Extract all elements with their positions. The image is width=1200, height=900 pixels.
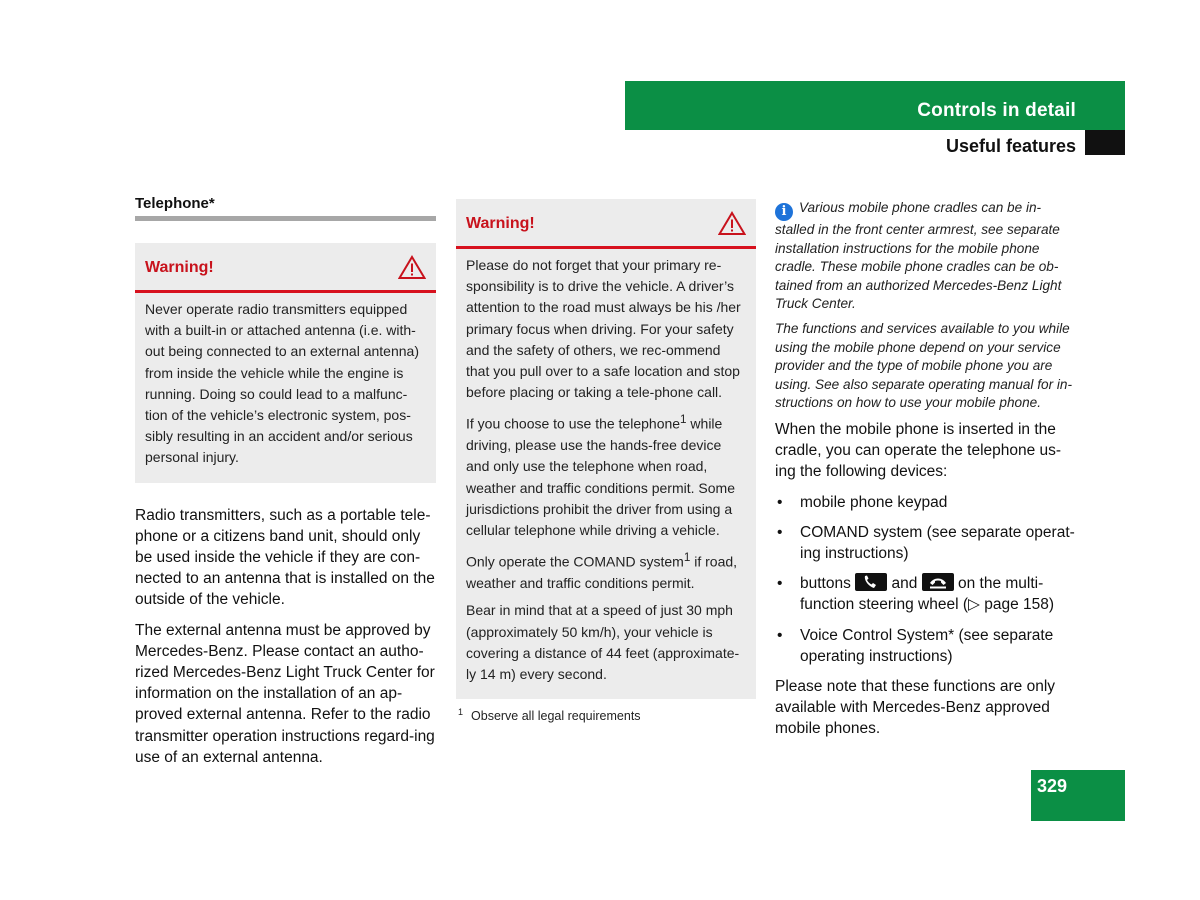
phone-pickup-button-icon — [855, 573, 887, 591]
footnote — [456, 707, 756, 723]
note-paragraph — [775, 199, 1080, 314]
list-item — [775, 573, 1080, 615]
text-run: on the multi-function steering wheel (▷ page 158) — [800, 575, 1055, 614]
header-black-tab — [1085, 130, 1125, 155]
note-text: Various mobile phone cradles can be in-stalled in the front center armrest, see separate installation instructions for the mobile phone cradle. These mobile phone cradles can be ob-tained from an authorized Mercedes-Benz Light Truck Center. — [775, 200, 1062, 312]
footnote-ref: 1 — [680, 413, 687, 427]
paragraph: Please note that these functions are only available with Mercedes-Benz approved mobile phones. — [775, 677, 1056, 738]
warning-box-antenna — [135, 243, 436, 483]
warning-paragraph: Bear in mind that at a speed of just 30 mph (approximately 50 km/h), your vehicle is covering a distance of 44 feet (approximate-ly 14 m) every second. — [466, 602, 740, 682]
warning-body — [456, 249, 756, 699]
section-subtitle: Useful features — [945, 136, 1076, 156]
page-number: 329 — [1037, 776, 1068, 796]
info-note — [775, 199, 1080, 413]
warning-body — [135, 293, 436, 483]
footnote-text: Observe all legal requirements — [471, 709, 641, 724]
column-right — [775, 199, 1080, 749]
telephone-heading: Telephone* — [135, 195, 436, 221]
paragraph: When the mobile phone is inserted in the cradle, you can operate the telephone us-ing the following devices: — [775, 420, 1062, 481]
text-run: while driving, please use the hands-free device and only use the telephone when road, weather and traffic conditions permit. Some jurisdictions prohibit the driver from using a cellular telephone while driving a vehicle. — [466, 416, 735, 539]
list-item: • mobile phone keypad — [775, 492, 1080, 513]
warning-text: Never operate radio transmitters equipped with a built-in or attached antenna (i.e. with-out being connected to an external antenna) from inside the vehicle while the engine is running. Doing so could lead to a malfunc-tion of the vehicle’s electronic system, pos-sibly resulting in an accident and/or serious personal injury. — [145, 301, 419, 466]
body-text-left — [135, 505, 436, 768]
warning-paragraph: Please do not forget that your primary re-sponsibility is to drive the vehicle. A driver’s attention to the road must always be his /her primary focus when driving. For your safety and the safety of others, we rec-ommend that you pull over to a safe location and stop before placing or taking a tele-phone call. — [466, 257, 741, 401]
body-text-right — [775, 419, 1080, 740]
paragraph: Radio transmitters, such as a portable tele-phone or a citizens band unit, should only be used inside the vehicle if they are con-nected to an antenna that is installed on the outside of the vehicle. — [135, 506, 435, 609]
phone-hangup-button-icon — [922, 573, 954, 591]
text-run: If you choose to use the telephone — [466, 416, 681, 433]
warning-header — [456, 199, 756, 249]
warning-triangle-icon — [398, 255, 426, 280]
column-left — [135, 195, 436, 777]
warning-box-driving — [456, 199, 756, 699]
paragraph: The external antenna must be approved by Mercedes-Benz. Please contact an autho-rized Mercedes-Benz Light Truck Center for information on the installation of an ap-proved external antenna. Refer to the radio transmitter operation instructions regard-ing use of an external antenna. — [135, 621, 435, 766]
device-list — [775, 492, 1080, 667]
warning-paragraph — [466, 547, 746, 594]
footnote-ref: 1 — [683, 551, 691, 565]
text-run: buttons — [800, 575, 851, 593]
note-paragraph: The functions and services available to you while using the mobile phone depend on your service provider and the type of mobile phone you are using. See also separate operating manual for in-structions on how to use your mobile phone. — [775, 320, 1072, 411]
text-run: and — [891, 575, 918, 593]
section-title: Controls in detail — [917, 100, 1076, 121]
list-item: • Voice Control System* (see separate operating instructions) — [775, 625, 1080, 667]
text-run: if road, weather and traffic conditions permit. — [466, 553, 738, 592]
warning-header — [135, 243, 436, 293]
warning-label: Warning! — [466, 214, 535, 232]
footnote-mark: 1 — [458, 707, 464, 718]
warning-paragraph — [466, 409, 746, 541]
text-run: Only operate the COMAND system — [466, 553, 684, 570]
column-middle — [456, 199, 756, 723]
warning-label: Warning! — [145, 258, 214, 276]
info-icon: i — [775, 203, 793, 221]
warning-triangle-icon — [718, 211, 746, 236]
list-item: • COMAND system (see separate operat-ing instructions) — [775, 522, 1080, 564]
